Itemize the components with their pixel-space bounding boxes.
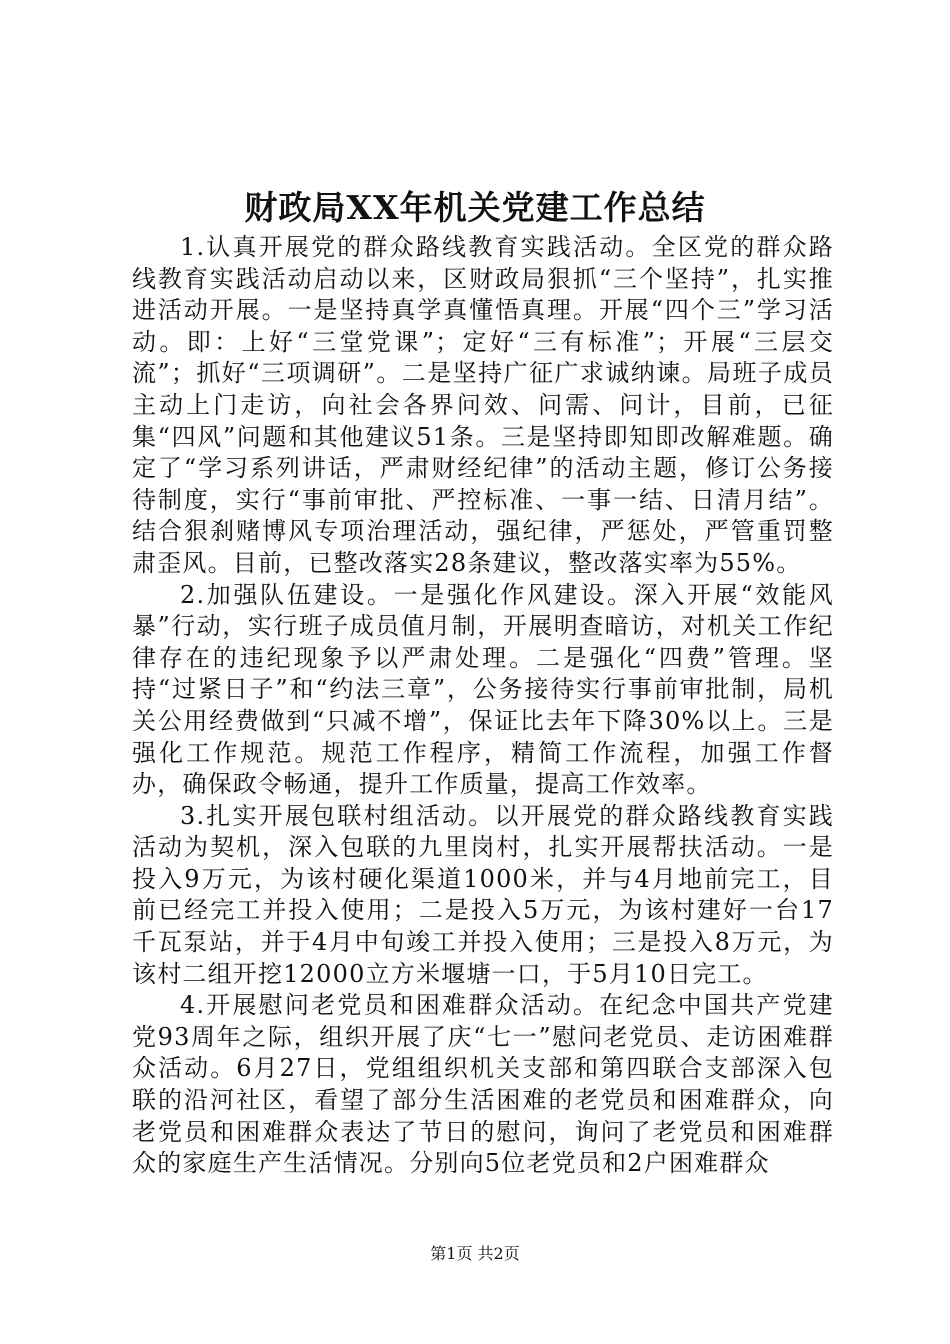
page-footer: 第1页 共2页 — [430, 1244, 520, 1263]
paragraph-1: 1.认真开展党的群众路线教育实践活动。全区党的群众路线教育实践活动启动以来，区财政局狠抓“三个坚持”，扎实推进活动开展。一是坚持真学真懂悟真理。开展“四个三”学习活动。即：上好“三堂党课”；定好“三有标准”；开展“三层交流”；抓好“三项调研”。二是坚持广征广求诚纳谏。局班子成员主动上门走访，向社会各界问效、问需、问计，目前，已征集“四风”问题和其他建议51条。三是坚持即知即改解难题。确定了“学习系列讲话，严肃财经纪律”的活动主题，修订公务接待制度，实行“事前审批、严控标准、一事一结、日清月结”。结合狠刹赌博风专项治理活动，强纪律，严惩处，严管重罚整肃歪风。目前，已整改落实28条建议，整改落实率为55%。 — [132, 233, 834, 577]
paragraph-4: 4.开展慰问老党员和困难群众活动。在纪念中国共产党建党93周年之际，组织开展了庆“七一”慰问老党员、走访困难群众活动。6月27日，党组组织机关支部和第四联合支部深入包联的沿河社区，看望了部分生活困难的老党员和困难群众，向老党员和困难群众表达了节日的慰问，询问了老党员和困难群众的家庭生产生活情况。分别向5位老党员和2户困难群众 — [132, 991, 834, 1178]
document-title: 财政局XX年机关党建工作总结 — [244, 188, 706, 227]
paragraph-2: 2.加强队伍建设。一是强化作风建设。深入开展“效能风暴”行动，实行班子成员值月制，开展明查暗访，对机关工作纪律存在的违纪现象予以严肃处理。二是强化“四费”管理。坚持“过紧日子”和“约法三章”，公务接待实行事前审批制，局机关公用经费做到“只减不增”，保证比去年下降30%以上。三是强化工作规范。规范工作程序，精简工作流程，加强工作督办，确保政令畅通，提升工作质量，提高工作效率。 — [132, 580, 834, 799]
paragraph-3: 3.扎实开展包联村组活动。以开展党的群众路线教育实践活动为契机，深入包联的九里岗村，扎实开展帮扶活动。一是投入9万元，为该村硬化渠道1000米，并与4月地前完工，目前已经完工并投入使用；二是投入5万元，为该村建好一台17千瓦泵站，并于4月中旬竣工并投入使用；三是投入8万元，为该村二组开挖12000立方米堰塘一口，于5月10日完工。 — [132, 801, 834, 988]
document-body — [132, 232, 834, 1180]
